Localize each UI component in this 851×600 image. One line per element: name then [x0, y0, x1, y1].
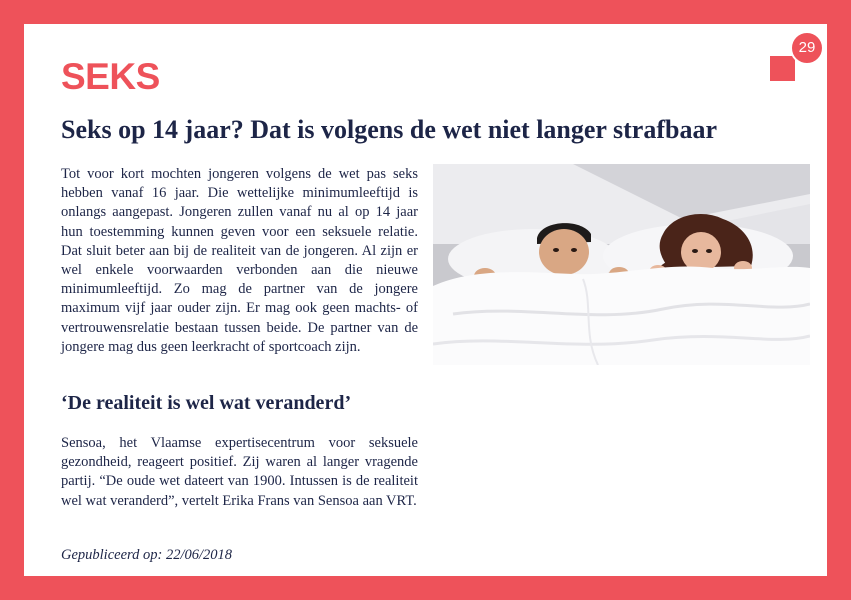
article-subheading: ‘De realiteit is wel wat veranderd’ — [61, 392, 352, 414]
published-date: Gepubliceerd op: 22/06/2018 — [61, 547, 233, 563]
article-title: Seks op 14 jaar? Dat is volgens de wet niet langer strafbaar — [61, 115, 717, 144]
article-paragraph-2: Sensoa, het Vlaamse expertisecentrum voor seksuele gezondheid, reageert positief. Zij waren al langer vragende partij. “De oude wet dateert van 1900. Intussen is de realiteit wel wat veranderd”, vertelt Erika Frans van Sensoa aan VRT. — [61, 435, 418, 509]
section-title: SEKS — [61, 56, 160, 97]
article-paragraph-1: Tot voor kort mochten jongeren volgens de wet pas seks hebben vanaf 16 jaar. Die wettelijke minimumleeftijd is onlangs aangepast. Jongeren zullen vanaf nu al op 14 jaar hun toestemming kunnen geven voor een seksuele relatie. Dat sluit beter aan bij de realiteit van de jongeren. Al zijn er wel enkele voorwaarden verbonden aan die nieuwe minimumleeftijd. Zo mag de partner van de jongere maximum vijf jaar ouder zijn. Er mag ook geen machts- of vertrouwensrelatie bestaan tussen beide. De partner van de jongere mag dus geen leerkracht of sportcoach zijn. — [61, 166, 418, 355]
page-badge-square — [770, 56, 795, 81]
article-page — [24, 24, 827, 576]
couple-in-bed-photo — [433, 164, 810, 365]
page-number: 29 — [790, 31, 824, 65]
